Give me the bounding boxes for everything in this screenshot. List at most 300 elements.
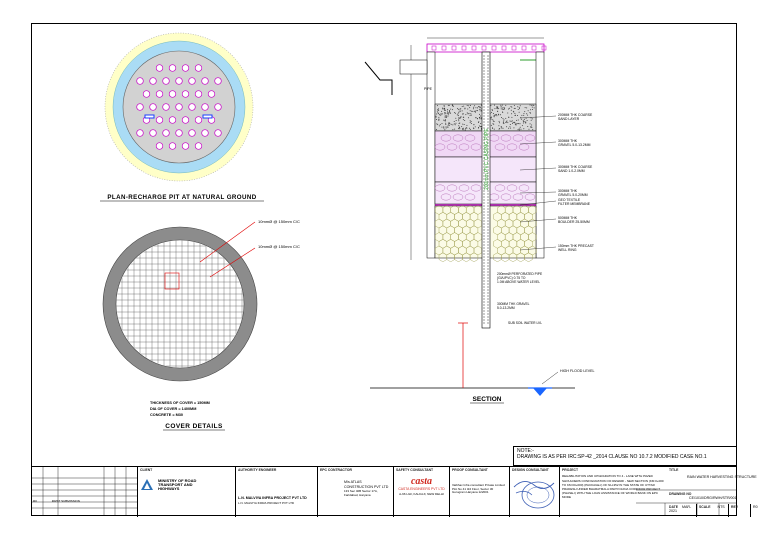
sand-grain [446, 126, 447, 127]
drawing-scale: NTS [717, 505, 725, 509]
section-top-band [427, 44, 544, 52]
sand-grain [521, 115, 522, 116]
perforation-hole [189, 104, 196, 111]
section-view [365, 38, 595, 403]
sand-grain [473, 128, 474, 129]
sand-grain [505, 105, 506, 106]
sand-grain [491, 112, 492, 113]
proof-consultant-cell [449, 467, 509, 517]
sand-grain [469, 128, 470, 129]
sand-grain [460, 108, 461, 109]
sand-grain [496, 114, 497, 115]
authority-heading: AUTHORITY ENGINEER [238, 468, 277, 472]
section-wall-right [536, 52, 544, 258]
sand-grain [475, 107, 476, 108]
perforation-hole [156, 91, 163, 98]
perforation-hole [156, 143, 163, 150]
sand-grain [518, 109, 519, 110]
sand-grain [467, 105, 468, 106]
sand-grain [518, 123, 519, 124]
section-inlet-chamber [400, 60, 427, 74]
client-heading: CLIENT [140, 468, 153, 472]
sand-grain [442, 113, 443, 114]
scale-heading: SCALE [699, 505, 711, 509]
sand-grain [437, 124, 438, 125]
authority-cell [235, 467, 317, 517]
sand-grain [516, 125, 517, 126]
design-firm-logo: casta [410, 476, 433, 488]
sand-grain [519, 123, 520, 124]
plan-inlet-slot-right [203, 115, 212, 118]
perforation-hole [176, 104, 183, 111]
sand-grain [517, 123, 518, 124]
sand-grain [467, 108, 468, 109]
sand-grain [458, 128, 459, 129]
sand-grain [447, 116, 448, 117]
note-heading: NOTE:- [517, 448, 534, 454]
sand-grain [526, 113, 527, 114]
perforation-hole [182, 143, 189, 150]
sand-grain [438, 110, 439, 111]
sand-grain [470, 110, 471, 111]
sand-grain [455, 118, 456, 119]
sand-grain [502, 105, 503, 106]
sand-grain [471, 111, 472, 112]
sand-grain [519, 112, 520, 113]
sand-grain [447, 111, 448, 112]
sand-grain [448, 113, 449, 114]
sand-grain [470, 115, 471, 116]
sand-grain [479, 114, 480, 115]
authority-name: L.N. MALVIYA INFRA PROJECT PVT LTD [238, 496, 307, 501]
sand-grain [519, 108, 520, 109]
sand-grain [523, 128, 524, 129]
perforation-hole [137, 104, 144, 111]
sand-grain [474, 111, 475, 112]
sand-grain [516, 120, 517, 121]
sand-grain [444, 108, 445, 109]
sand-grain [455, 124, 456, 125]
sand-grain [436, 123, 437, 124]
sand-grain [437, 105, 438, 106]
sand-grain [502, 107, 503, 108]
sand-grain [517, 106, 518, 107]
sand-grain [473, 108, 474, 109]
perforation-hole [169, 117, 176, 124]
sand-grain [454, 121, 455, 122]
perforation-hole [163, 104, 170, 111]
title-block [31, 466, 758, 516]
contractor-cell [317, 467, 393, 517]
layer-label: 300MM THK COARSE SAND 1.0-2.0MM [558, 165, 593, 173]
sand-grain [500, 114, 501, 115]
sand-grain [462, 110, 463, 111]
perforation-hole [163, 78, 170, 85]
sand-grain [524, 119, 525, 120]
perforation-hole [182, 117, 189, 124]
sand-grain [473, 124, 474, 125]
sand-grain [445, 110, 446, 111]
sand-grain [503, 128, 504, 129]
sand-grain [443, 128, 444, 129]
sand-grain [472, 111, 473, 112]
sand-grain [511, 121, 512, 122]
contractor-address: 133 Sec 40B Sector 17A, Faridabad, Haryana [344, 488, 378, 498]
sand-grain [526, 118, 527, 119]
drawing-no: CE/1010/DRG/RWH/STR/001 [689, 496, 737, 501]
sand-grain [479, 107, 480, 108]
section-pipe-tag: PIPE [424, 87, 432, 91]
sand-grain [458, 115, 459, 116]
sand-grain [521, 119, 522, 120]
sand-grain [441, 127, 442, 128]
sand-grain [510, 128, 511, 129]
sand-grain [436, 113, 437, 114]
drawing-no-heading: DRAWING NO [669, 492, 692, 496]
sand-grain [465, 128, 466, 129]
sand-grain [525, 107, 526, 108]
sand-grain [457, 108, 458, 109]
sand-grain [469, 107, 470, 108]
sand-grain [454, 129, 455, 130]
sand-grain [494, 116, 495, 117]
sand-grain [500, 105, 501, 106]
perforation-hole [150, 104, 157, 111]
sand-grain [440, 124, 441, 125]
perforation-hole [163, 130, 170, 137]
sand-grain [514, 122, 515, 123]
sand-grain [454, 112, 455, 113]
seal-cell [509, 467, 559, 517]
sand-grain [490, 105, 491, 106]
sand-grain [526, 107, 527, 108]
layer-label: 200MM THK COARSE SAND LAYER [558, 113, 593, 121]
sand-grain [443, 120, 444, 121]
title-heading: TITLE [669, 468, 679, 472]
sand-grain [448, 124, 449, 125]
sand-grain [503, 109, 504, 110]
sand-grain [507, 122, 508, 123]
hfl-label: HIGH FLOOD LEVEL [560, 369, 595, 373]
sand-grain [519, 128, 520, 129]
plan-view [100, 33, 264, 201]
sand-grain [519, 129, 520, 130]
sand-grain [492, 128, 493, 129]
perforation-hole [202, 130, 209, 137]
sand-grain [467, 112, 468, 113]
sand-grain [474, 105, 475, 106]
perforation-hole [137, 78, 144, 85]
drawing-rev: R0 [753, 505, 758, 509]
layer-label: 500MM THK BOULDER 25-50MM [558, 216, 590, 224]
sand-grain [436, 119, 437, 120]
sand-grain [524, 111, 525, 112]
sand-grain [523, 120, 524, 121]
sand-grain [444, 129, 445, 130]
sand-grain [460, 117, 461, 118]
sand-grain [528, 110, 529, 111]
sand-grain [476, 110, 477, 111]
sand-grain [490, 117, 491, 118]
perforation-hole [202, 104, 209, 111]
cover-rebar-label-1: 10mmØ @ 150mm C/C [258, 219, 300, 224]
sand-grain [528, 129, 529, 130]
sand-grain [449, 112, 450, 113]
section-pipe-notes [497, 272, 543, 325]
sand-grain [518, 120, 519, 121]
sand-grain [448, 114, 449, 115]
sand-grain [436, 129, 437, 130]
sand-grain [523, 121, 524, 122]
sand-grain [530, 123, 531, 124]
sand-grain [446, 128, 447, 129]
design-firm-cell [393, 467, 449, 517]
sand-grain [458, 113, 459, 114]
sand-grain [520, 129, 521, 130]
sand-grain [497, 108, 498, 109]
perforation-hole [169, 65, 176, 72]
perforation-hole [195, 117, 202, 124]
sand-grain [514, 113, 515, 114]
sand-grain [449, 122, 450, 123]
sand-grain [441, 111, 442, 112]
sand-grain [480, 123, 481, 124]
sand-grain [513, 111, 514, 112]
sand-grain [498, 108, 499, 109]
proof-consultant: Vaibhav Infra consultant Private Limited Plot No 41 3rd Floor, Sector 30 Gurugram Haryana 122001 [452, 483, 505, 495]
hfl-leader [542, 372, 558, 384]
plan-title: PLAN-RECHARGE PIT AT NATURAL GROUND [107, 194, 257, 201]
layer-label: 300MM THK GRAVEL 5.0-20MM [558, 189, 588, 197]
sand-grain [481, 118, 482, 119]
perforation-hole [156, 65, 163, 72]
design-firm-address: A-96 LGF, KALKAJI, NEW DELHI [399, 491, 444, 496]
consultant-stamp-icon [512, 473, 556, 511]
sand-grain [456, 120, 457, 121]
layer-label: 150mm THK PRECAST WELL RING [558, 244, 594, 252]
sand-grain [459, 127, 460, 128]
sand-grain [441, 123, 442, 124]
rev-value-cell [750, 504, 768, 517]
sand-grain [475, 117, 476, 118]
sand-grain [442, 108, 443, 109]
sand-grain [436, 116, 437, 117]
sand-grain [471, 115, 472, 116]
cover-spec-1: THICKNESS OF COVER = 150MM [150, 401, 210, 405]
sand-grain [532, 105, 533, 106]
perforation-hole [195, 143, 202, 150]
sand-grain [438, 113, 439, 114]
date-heading: DATE [669, 505, 678, 509]
section-title: SECTION [472, 396, 502, 403]
perforation-hole [215, 130, 222, 137]
sand-grain [471, 121, 472, 122]
sand-grain [464, 120, 465, 121]
sand-grain [492, 123, 493, 124]
sand-grain [450, 109, 451, 110]
sand-grain [508, 109, 509, 110]
sand-grain [477, 118, 478, 119]
sand-grain [470, 113, 471, 114]
sand-grain [512, 123, 513, 124]
sand-grain [463, 113, 464, 114]
sand-grain [480, 110, 481, 111]
sand-grain [513, 127, 514, 128]
sand-grain [458, 125, 459, 126]
sand-grain [452, 105, 453, 106]
perforation-hole [182, 91, 189, 98]
sand-grain [532, 109, 533, 110]
sand-grain [449, 110, 450, 111]
sand-grain [478, 128, 479, 129]
rev-desc-cell: FIRST SUBMISSION [51, 499, 80, 503]
sand-grain [447, 109, 448, 110]
sand-grain [439, 114, 440, 115]
rev-heading: REV [731, 505, 738, 509]
sand-grain [501, 106, 502, 107]
sand-grain [504, 107, 505, 108]
sand-grain [480, 126, 481, 127]
design-firm-name: CASTA ENGINEERS PVT LTD [398, 487, 445, 492]
scale-cell [696, 504, 728, 517]
sand-grain [527, 126, 528, 127]
revision-table [31, 467, 137, 517]
sand-grain [501, 126, 502, 127]
sand-grain [441, 113, 442, 114]
sand-grain [515, 124, 516, 125]
sand-grain [478, 122, 479, 123]
sand-grain [502, 112, 503, 113]
cover-title: COVER DETAILS [165, 423, 223, 430]
sand-grain [452, 124, 453, 125]
sand-grain [444, 120, 445, 121]
sand-grain [455, 123, 456, 124]
rev-cell: R0 [33, 499, 37, 503]
sand-grain [475, 126, 476, 127]
sand-grain [465, 129, 466, 130]
sand-grain [440, 115, 441, 116]
sand-grain [509, 126, 510, 127]
perforation-hole [215, 104, 222, 111]
safety-heading: SAFETY CONSULTANT [396, 468, 434, 472]
cover-rebar-label-2: 10mmØ @ 150mm C/C [258, 244, 300, 249]
sand-grain [439, 125, 440, 126]
sand-grain [506, 120, 507, 121]
perforation-hole [137, 130, 144, 137]
sand-grain [444, 106, 445, 107]
cover-slab [116, 240, 244, 368]
sand-grain [473, 107, 474, 108]
sand-grain [447, 126, 448, 127]
sand-grain [531, 127, 532, 128]
sand-grain [452, 105, 453, 106]
sand-grain [502, 118, 503, 119]
sand-grain [531, 105, 532, 106]
ministry-logo-icon [140, 478, 154, 492]
sand-grain [448, 105, 449, 106]
sand-grain [463, 129, 464, 130]
proof-heading: PROOF CONSULTANT [452, 468, 488, 472]
sand-grain [444, 113, 445, 114]
sand-grain [438, 119, 439, 120]
sand-grain [463, 119, 464, 120]
sand-grain [480, 115, 481, 116]
sand-grain [492, 119, 493, 120]
sand-grain [520, 105, 521, 106]
sand-grain [445, 116, 446, 117]
sand-grain [509, 108, 510, 109]
sand-grain [459, 118, 460, 119]
sand-grain [442, 109, 443, 110]
sand-grain [449, 123, 450, 124]
project-cell [559, 467, 667, 517]
sand-grain [532, 118, 533, 119]
sand-grain [511, 107, 512, 108]
sand-grain [457, 114, 458, 115]
sand-grain [443, 127, 444, 128]
perforation-hole [150, 130, 157, 137]
sand-grain [445, 117, 446, 118]
sand-grain [498, 114, 499, 115]
sand-grain [530, 126, 531, 127]
sand-grain [505, 118, 506, 119]
perforation-hole [195, 91, 202, 98]
sand-grain [459, 111, 460, 112]
sand-grain [468, 113, 469, 114]
sand-grain [511, 113, 512, 114]
sand-grain [531, 120, 532, 121]
sand-grain [506, 126, 507, 127]
sand-grain [522, 125, 523, 126]
sand-grain [437, 112, 438, 113]
pipe-note: SUB SOIL WATER LVL [508, 321, 543, 325]
note-text: DRAWING IS AS PER IRC:SP-42 _2014 CLAUSE NO 10.7.2 MODIFIED CASE NO.1 [517, 454, 707, 460]
sand-grain [499, 122, 500, 123]
sand-grain [438, 120, 439, 121]
perforation-hole [189, 78, 196, 85]
sand-grain [461, 126, 462, 127]
perforation-hole [176, 130, 183, 137]
sand-grain [514, 108, 515, 109]
sand-grain [506, 121, 507, 122]
perforation-hole [143, 91, 150, 98]
sand-grain [462, 124, 463, 125]
sand-grain [530, 109, 531, 110]
sand-grain [510, 124, 511, 125]
seal-heading: DESIGN CONSULTANT [512, 468, 549, 472]
sand-grain [458, 112, 459, 113]
sand-grain [458, 120, 459, 121]
sand-grain [447, 112, 448, 113]
pipe-note: 300MM THK GRAVEL 5.0-13.2MM [497, 302, 530, 310]
note-box [513, 446, 737, 466]
sand-grain [450, 113, 451, 114]
sand-grain [519, 107, 520, 108]
drawing-date: MAR-2021 [669, 505, 692, 514]
sand-grain [470, 105, 471, 106]
sand-grain [445, 124, 446, 125]
sand-grain [438, 117, 439, 118]
sand-grain [451, 124, 452, 125]
sand-grain [494, 105, 495, 106]
sand-grain [507, 112, 508, 113]
layer-label: 300MM THK GRAVEL 5.0-13.2MM [558, 139, 591, 147]
sand-grain [449, 111, 450, 112]
plan-inlet-slot-left [145, 115, 154, 118]
sand-grain [513, 122, 514, 123]
sand-grain [492, 109, 493, 110]
sand-grain [531, 124, 532, 125]
